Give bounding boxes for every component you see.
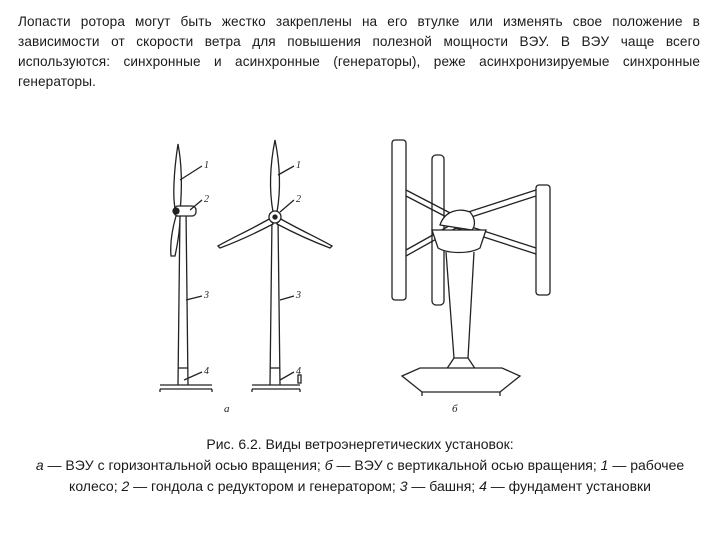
- letter-a: а: [224, 403, 230, 415]
- label-4b: 4: [296, 366, 301, 377]
- label-3a: 3: [204, 290, 209, 301]
- turbine-a-front: [218, 140, 332, 392]
- caption-a-mark: а: [35, 457, 44, 473]
- turbine-a-side: [160, 144, 212, 392]
- body-paragraph: Лопасти ротора могут быть жестко закреплены на его втулке или изменять свое положение в зависимости от скорости ветра для повышения полезной мощности ВЭУ. В ВЭУ чаще всего используются: синхронные и асинхронные (генераторы), реже асинхронизируемые синхронные генераторы.: [18, 14, 700, 89]
- label-1a: 1: [204, 160, 209, 171]
- label-4a: 4: [204, 366, 209, 377]
- label-2b: 2: [296, 194, 301, 205]
- label-2a: 2: [204, 194, 209, 205]
- caption-legend: а — ВЭУ с горизонтальной осью вращения; б — ВЭУ с вертикальной осью вращения; 1 — рабочее колесо; 2 — гондола с редуктором и генератором; 3 — башня; 4 — фундамент установки: [35, 457, 685, 494]
- figure-caption: [14, 434, 706, 497]
- caption-b-mark: б: [324, 457, 333, 473]
- label-1b: 1: [296, 160, 301, 171]
- caption-title: Рис. 6.2. Виды ветроэнергетических установок:: [206, 436, 514, 452]
- letter-b: б: [452, 403, 458, 415]
- wind-turbine-figure: [140, 130, 560, 420]
- label-3b: 3: [296, 290, 301, 301]
- wind-turbines-drawing: [140, 130, 560, 420]
- turbine-vertical-axis: [392, 140, 550, 396]
